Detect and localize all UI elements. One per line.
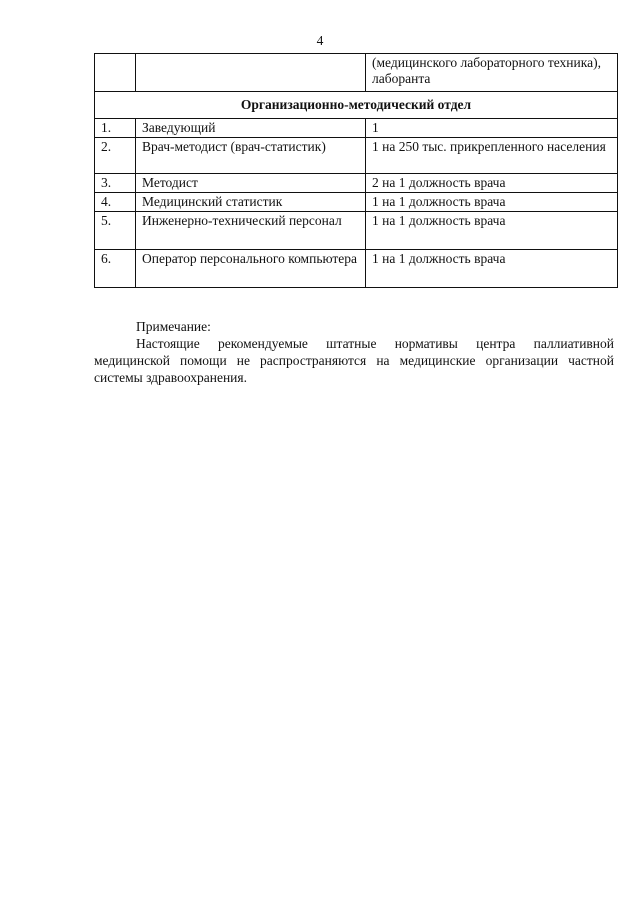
table-row [95, 174, 618, 193]
table-row [95, 212, 618, 250]
table-row [95, 138, 618, 174]
staff-norm: (медицинского лабораторного техника), лаборанта [366, 54, 618, 92]
page-number: 4 [316, 33, 324, 48]
row-number: 2. [95, 138, 136, 174]
table-row [95, 250, 618, 288]
staff-norm: 1 на 250 тыс. прикрепленного населения [366, 138, 618, 174]
staff-norm: 1 [366, 119, 618, 138]
table-row [95, 119, 618, 138]
row-number: 1. [95, 119, 136, 138]
position-name [136, 54, 366, 92]
position-name: Инженерно-технический персонал [136, 212, 366, 250]
staff-norms-table [94, 53, 618, 288]
position-name: Заведующий [136, 119, 366, 138]
table-row [95, 193, 618, 212]
note-body: Настоящие рекомендуемые штатные нормативы центра паллиативной медицинской помощи не распространяются на медицинские организации частной системы здравоохранения. [94, 336, 614, 385]
position-name: Медицинский статистик [136, 193, 366, 212]
staff-norm: 1 на 1 должность врача [366, 193, 618, 212]
position-name: Врач-методист (врач-статистик) [136, 138, 366, 174]
staff-norm: 1 на 1 должность врача [366, 250, 618, 288]
section-header-row [95, 92, 618, 119]
row-number: 6. [95, 250, 136, 288]
row-number [95, 54, 136, 92]
row-number: 3. [95, 174, 136, 193]
staff-norm: 2 на 1 должность врача [366, 174, 618, 193]
position-name: Методист [136, 174, 366, 193]
note-title: Примечание: [136, 319, 211, 334]
table-row [95, 54, 618, 92]
note-block [94, 318, 614, 386]
row-number: 5. [95, 212, 136, 250]
section-title: Организационно-методический отдел [95, 92, 618, 119]
row-number: 4. [95, 193, 136, 212]
position-name: Оператор персонального компьютера [136, 250, 366, 288]
staff-norm: 1 на 1 должность врача [366, 212, 618, 250]
